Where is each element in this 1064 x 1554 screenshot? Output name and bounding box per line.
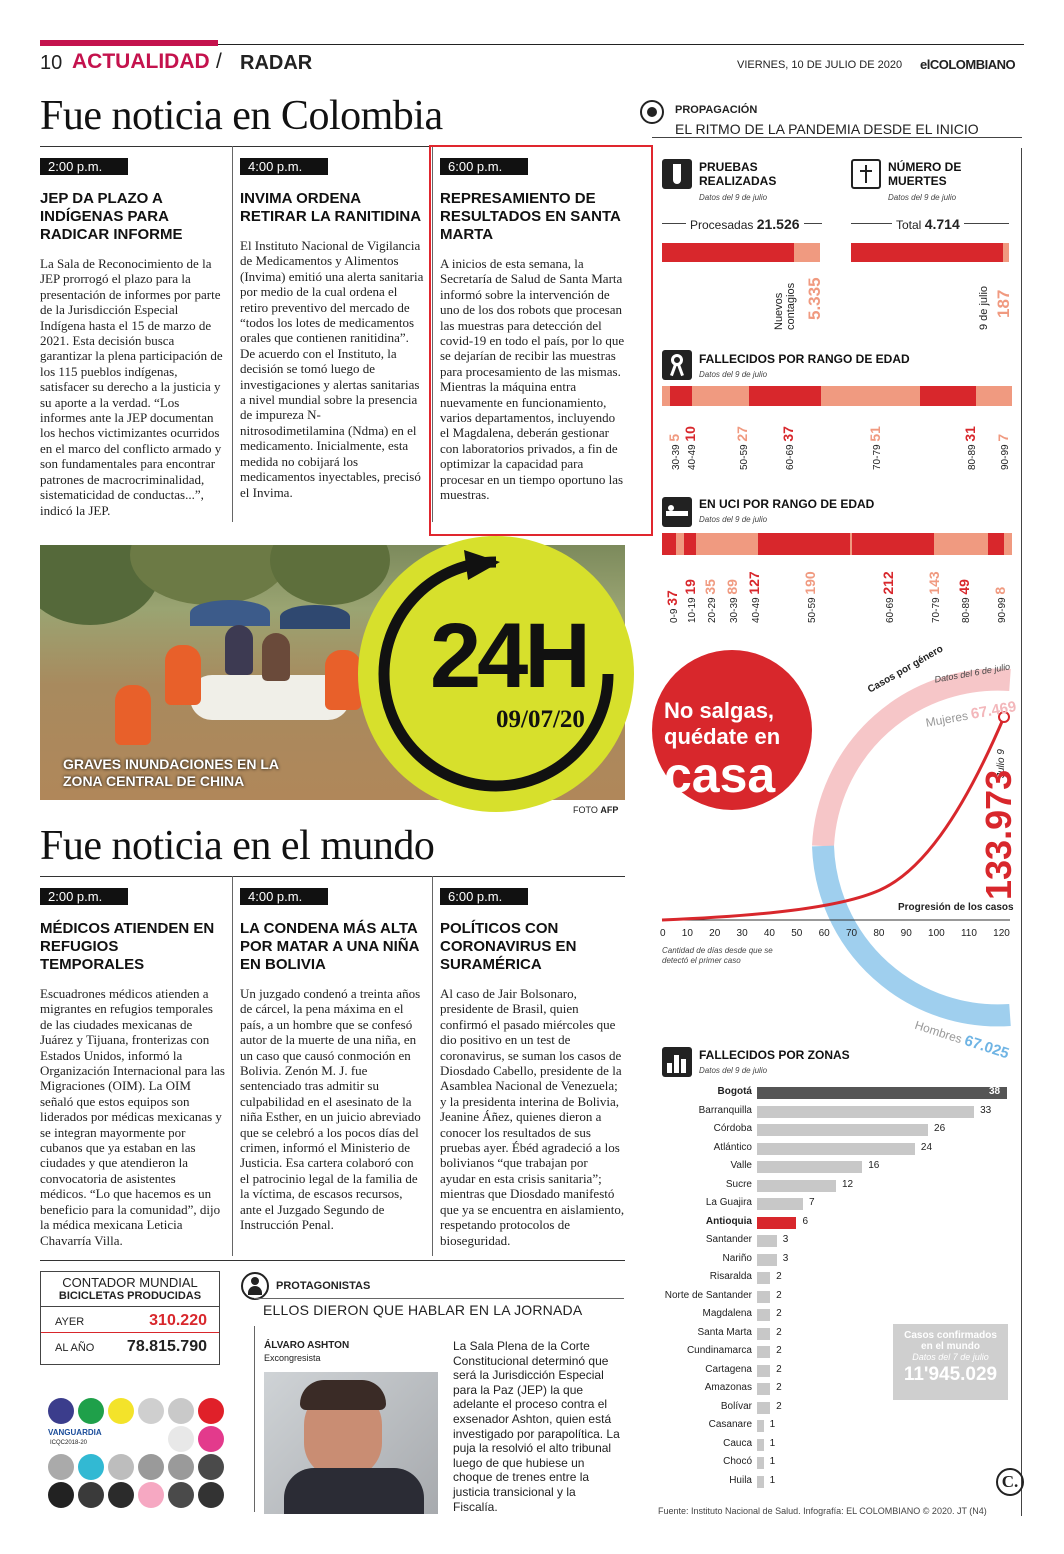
zona-value: 2 — [776, 1345, 782, 1356]
muertes-day-bar — [1003, 243, 1009, 262]
zona-label: Magdalena — [702, 1308, 752, 1319]
time-tag: 6:00 p.m. — [440, 888, 528, 905]
divider — [254, 1298, 624, 1299]
days-axis: 0 10 20 30 40 50 60 70 80 90 100 110 120 — [660, 928, 1010, 939]
photo-caption: GRAVES INUNDACIONES EN LA ZONA CENTRAL DE CHINA — [63, 756, 279, 789]
divider — [40, 876, 625, 877]
zona-value: 1 — [769, 1456, 776, 1467]
zona-label: Cundinamarca — [686, 1345, 752, 1356]
column-divider — [232, 146, 233, 522]
page-number: 10 — [40, 52, 63, 74]
uci-labels: 0-9 37 10-19 19 20-29 35 30-39 89 40-49 127 50-59 190 60-69 212 70-79 143 80-89 49 90-99 8 — [664, 571, 1008, 623]
person-name: ÁLVARO ASHTON — [264, 1340, 350, 1351]
total-cases: 133.973 — [978, 769, 1019, 900]
photo-credit: FOTO AFP — [573, 805, 619, 815]
zona-row — [652, 1103, 1012, 1122]
news-body: A inicios de esta semana, la Secretaría de Salud de Santa Marta informó sobre la intervención de uno de los dos robots que procesan las muestras para detección del covid-19 en todo el país, por lo que se dejarían de recibir las muestras para procesamiento de las mismas. Mientras la máquina entra nuevamente en funcionamiento, varios departamentos, incluyendo el Magdalena, deberán gestionar con laboratorios privados, a fin de optimizar la capacidad para procesar en un tiempo oportuno las muestras. — [440, 256, 625, 503]
bar-chart-icon — [662, 1047, 692, 1077]
uci-bar — [662, 533, 1012, 555]
uci-title: EN UCI POR RANGO DE EDAD — [699, 497, 875, 511]
zona-label: Córdoba — [713, 1123, 752, 1134]
news-headline: MÉDICOS ATIENDEN EN REFUGIOS TEMPORALES — [40, 920, 215, 973]
zona-label: La Guajira — [705, 1197, 752, 1208]
zona-bar — [757, 1420, 764, 1432]
section-name: ACTUALIDAD — [72, 50, 210, 73]
time-tag: 4:00 p.m. — [240, 158, 328, 175]
zona-value: 12 — [841, 1178, 854, 1190]
news-headline: REPRESAMIENTO DE RESULTADOS EN SANTA MARTA — [440, 190, 621, 243]
muertes-date: Datos del 9 de julio — [888, 193, 957, 202]
news-body: Un juzgado condenó a treinta años de cárcel, la pena máxima en el país, a un hombre que se confesó autor de la muerte de una niña, en un caso que causó conmoción en Bolivia. Zenón M. J. fue sentenciado tras admitir su culpabilidad en el asesinato de la niña Esther, en un juicio abreviado que se celebró a los pocos días del crimen, informó el Ministerio de Justicia. Esa cartera colaboró con el patrocinio legal de la familia de la víctima, de escasos recursos, ante el Juzgado Segundo de Instrucción Penal. — [240, 986, 421, 1233]
news-column — [40, 888, 225, 1248]
section-separator: / — [216, 50, 222, 73]
pruebas-title: PRUEBAS REALIZADAS — [699, 160, 777, 188]
news-column — [440, 888, 625, 1248]
news-body: Escuadrones médicos atienden a migrantes en refugios temporales de las ciudades mexicanas de Juárez y Tijuana, fronterizas con Estados Unidos, informó la Organización Internacional para las Migraciones (OIM). La OIM señaló que estos equipos son liderados por médicas mexicanas y se integran mayormente por cubanos que ya estaban en las ciudades y que atendieron la convocatoria de asistentes médicos. “Lo que hacemos es un beneficio para la comunidad”, dijo la médica mexicana Leticia Chavarría Villa. — [40, 986, 225, 1248]
procesadas-bar — [662, 243, 794, 262]
zona-label: Amazonas — [704, 1382, 752, 1393]
zona-row — [652, 1417, 1012, 1436]
zona-row — [652, 1473, 1012, 1492]
zona-bar — [757, 1309, 770, 1321]
zona-row — [652, 1121, 1012, 1140]
zona-label: Risaralda — [709, 1271, 752, 1282]
mundo-box: Casos confirmados en el mundo Datos del 7 de julio 11'945.029 — [893, 1324, 1008, 1400]
news-headline: POLÍTICOS CON CORONAVIRUS EN SURAMÉRICA — [440, 920, 577, 973]
person-role: Excongresista — [264, 1353, 321, 1363]
zona-value: 2 — [776, 1400, 782, 1412]
news-body: La Sala de Reconocimiento de la JEP prorrogó el plazo para la presentación de informes por parte de la Jurisdicción Especial Indígena hasta el 15 de marzo de 2021. Esta decisión busca garantizar la plena participación de los 115 pueblos indígenas, satisfacer su derecho a la justicia y su aporte a la verdad. “Los informes ante la JEP documentan los hechos victimizantes ocurridos en el marco del conflicto armado y son fundamentales para encontrar patrones de macrocriminalidad, sistematicidad de conductas...”, indicó la JEP. — [40, 256, 223, 518]
counter-label: AL AÑO — [55, 1342, 95, 1354]
nuevos-value: 5.335 — [805, 277, 824, 320]
counter-label: AYER — [55, 1316, 85, 1328]
zona-label: Huila — [729, 1474, 752, 1486]
zona-label: Santa Marta — [697, 1326, 752, 1338]
zona-bar — [757, 1254, 777, 1266]
zona-value: 1 — [769, 1437, 776, 1449]
zona-bar — [757, 1217, 796, 1229]
news-headline: LA CONDENA MÁS ALTA POR MATAR A UNA NIÑA EN BOLIVIA — [240, 920, 419, 973]
zona-value: 2 — [776, 1289, 782, 1301]
person-icon — [241, 1272, 269, 1300]
fallecidos-edad-date: Datos del 9 de julio — [699, 370, 768, 379]
zona-bar — [757, 1291, 770, 1303]
section-color-bar — [40, 40, 218, 46]
zona-label: Antioquia — [705, 1215, 752, 1227]
zona-label: Atlántico — [713, 1141, 752, 1153]
zona-bar — [757, 1161, 862, 1173]
24h-badge — [358, 536, 634, 812]
print-color-bar — [44, 1396, 220, 1514]
zona-label: Valle — [730, 1160, 752, 1171]
axis-note: Cantidad de días desde que se detectó el primer caso — [662, 946, 773, 965]
bike-counter — [40, 1271, 220, 1365]
zona-row — [652, 1140, 1012, 1159]
zona-row — [652, 1195, 1012, 1214]
badge-date: 09/07/20 — [496, 706, 585, 733]
zona-label: Santander — [705, 1234, 752, 1245]
bed-icon — [662, 497, 692, 527]
column-divider — [432, 876, 433, 1256]
genero-label: Casos por género — [866, 643, 946, 696]
protagonistas-text: La Sala Plena de la Corte Constitucional determinó que será la Jurisdicción Especial para la Paz (JEP) la que adelante el proceso contra el exsenador Ashton, quien está investigado por parapolítica. La puja la resolvió el alto tribunal luego de que hubiese un choque de trenes entre la justicia transicional y la Fiscalía. — [453, 1339, 620, 1514]
zona-label: Nariño — [722, 1252, 752, 1264]
zona-bar — [757, 1476, 764, 1488]
zona-bar — [757, 1328, 770, 1340]
source-note: Fuente: Instituto Nacional de Salud. Infografía: EL COLOMBIANO © 2020. JT (N4) — [658, 1506, 987, 1516]
zona-value: 7 — [809, 1197, 815, 1208]
fallecidos-edad-bar — [662, 386, 1012, 406]
zona-row — [652, 1177, 1012, 1196]
procesadas-label: Procesadas 21.526 — [686, 216, 804, 232]
zona-value: 6 — [802, 1215, 809, 1227]
zona-row — [652, 1214, 1012, 1233]
colorbar-logo: VANGUARDIA — [48, 1428, 102, 1437]
zona-value: 2 — [776, 1271, 782, 1282]
zona-value: 1 — [769, 1474, 776, 1486]
zona-row — [652, 1306, 1012, 1325]
zona-label: Cauca — [723, 1437, 752, 1449]
genero-note: Datos del 6 de julio — [933, 661, 1011, 685]
counter-value: 310.220 — [149, 1312, 207, 1329]
zona-bar — [757, 1439, 764, 1451]
zona-bar — [757, 1180, 836, 1192]
zona-row — [652, 1399, 1012, 1418]
test-tube-icon — [662, 159, 692, 189]
zona-value: 2 — [776, 1326, 782, 1338]
total-label: Total 4.714 — [892, 216, 964, 232]
zona-row — [652, 1269, 1012, 1288]
edition-date: VIERNES, 10 DE JULIO DE 2020 — [737, 59, 903, 71]
zona-bar — [757, 1106, 974, 1118]
divider — [652, 137, 1022, 138]
zona-bar — [757, 1143, 915, 1155]
zona-bar — [757, 1198, 803, 1210]
column-divider — [232, 876, 233, 1256]
zona-value: 1 — [769, 1419, 776, 1430]
infographic-title: EL RITMO DE LA PANDEMIA DESDE EL INICIO — [675, 121, 979, 137]
zona-value: 2 — [776, 1363, 782, 1375]
zona-bar — [757, 1124, 928, 1136]
zona-row — [652, 1158, 1012, 1177]
protagonistas-title: ELLOS DIERON QUE HABLAR EN LA JORNADA — [263, 1302, 583, 1318]
zona-label: Sucre — [725, 1178, 752, 1190]
zona-label: Bolívar — [720, 1400, 752, 1412]
day-value: 187 — [994, 289, 1013, 318]
zonas-title: FALLECIDOS POR ZONAS — [699, 1048, 850, 1062]
zona-bar — [757, 1365, 770, 1377]
zona-label: Norte de Santander — [664, 1289, 752, 1301]
colombia-title: Fue noticia en Colombia — [40, 93, 443, 139]
time-tag: 6:00 p.m. — [440, 158, 528, 175]
fallecidos-edad-title: FALLECIDOS POR RANGO DE EDAD — [699, 352, 910, 366]
colorbar-code: ICQC2018-20 — [50, 1440, 88, 1446]
pruebas-date: Datos del 9 de julio — [699, 193, 768, 202]
divider — [254, 1326, 255, 1512]
zonas-bar-chart — [652, 1084, 1012, 1492]
time-tag: 2:00 p.m. — [40, 158, 128, 175]
zona-value: 3 — [782, 1252, 789, 1264]
julio-label: Julio 9 — [996, 749, 1007, 778]
day-label: 9 de julio — [978, 285, 990, 330]
infographic-label: PROPAGACIÓN — [675, 104, 758, 116]
nuevos-label: Nuevos contagios — [773, 282, 797, 330]
zona-bar — [757, 1457, 764, 1469]
zona-bar — [757, 1087, 1007, 1099]
colombiano-logo: C. — [996, 1468, 1024, 1496]
subsection-name: RADAR — [240, 52, 313, 74]
protagonistas-label: PROTAGONISTAS — [276, 1280, 371, 1292]
virus-icon — [640, 100, 664, 124]
zonas-date: Datos del 9 de julio — [699, 1066, 768, 1075]
news-column — [40, 158, 225, 518]
news-column — [240, 888, 425, 1233]
zona-row — [652, 1436, 1012, 1455]
highlight-frame — [429, 145, 653, 536]
zona-value: 38 — [989, 1086, 1001, 1097]
divider — [40, 1260, 625, 1261]
zona-value: 26 — [934, 1123, 946, 1134]
zona-value: 33 — [980, 1104, 992, 1116]
casa-circle: No salgas, quédate en casa — [652, 650, 812, 810]
news-headline: JEP DA PLAZO A INDÍGENAS PARA RADICAR INFORME — [40, 190, 183, 243]
infographic-border — [1021, 148, 1022, 1516]
zona-value: 16 — [868, 1160, 880, 1171]
time-tag: 4:00 p.m. — [240, 888, 328, 905]
zona-label: Bogotá — [717, 1086, 752, 1097]
muertes-title: NÚMERO DE MUERTES — [888, 160, 962, 188]
zona-value: 2 — [776, 1308, 782, 1319]
zona-row — [652, 1232, 1012, 1251]
zona-label: Barranquilla — [698, 1104, 752, 1116]
zona-value: 3 — [782, 1234, 789, 1245]
zona-label: Chocó — [723, 1456, 752, 1467]
zona-label: Casanare — [708, 1419, 752, 1430]
badge-24h: 24H — [430, 605, 587, 707]
zona-bar — [757, 1383, 770, 1395]
news-headline: INVIMA ORDENA RETIRAR LA RANITIDINA — [240, 190, 422, 225]
counter-value: 78.815.790 — [126, 1338, 207, 1355]
zona-row — [652, 1084, 1012, 1103]
coffin-icon — [851, 159, 881, 189]
mujeres-label: Mujeres 67.469 — [924, 698, 1018, 730]
zona-bar — [757, 1272, 770, 1284]
zona-row — [652, 1288, 1012, 1307]
muertes-bar — [851, 243, 1003, 262]
zona-bar — [757, 1235, 777, 1247]
mundo-title: Fue noticia en el mundo — [40, 823, 435, 869]
news-body: Al caso de Jair Bolsonaro, presidente de Brasil, quien confirmó el pasado miércoles que dio positivo en un test de coronavirus, se suman los casos de Diosdado Cabello, presidente de la Asamblea Nacional de Venezuela; y la presidenta interina de Bolivia, Jeanine Áñez, quienes dieron a conocer los resultados de sus pruebas ayer. Ébéd agradeció a los bolivianos “que trabajan por ayudar en esta crisis sanitaria”; mientras que Diosdado manifestó que ya se encuentra en aislamiento, respetando protocolos de bioseguridad. — [440, 986, 625, 1248]
uci-date: Datos del 9 de julio — [699, 515, 768, 524]
counter-subtitle: BICICLETAS PRODUCIDAS — [58, 1290, 202, 1302]
news-body: El Instituto Nacional de Vigilancia de Medicamentos y Alimentos (Invima) emitió una alerta sanitaria por medio de la cual ordena el retiro preventivo del mercado de “todos los lotes de medicamentos orales que contienen ranitidina”. De acuerdo con el Instituto, la decisión se tomó luego de investigaciones y alertas sanitarias a nivel mundial sobre la presencia de impureza N-nitrosodimetilamina (Ndma) en el medicamento. Inicialmente, esta medida no cobijará los medicamentos inyectables, precisó el Invima. — [240, 238, 424, 500]
ribbon-icon — [662, 350, 692, 380]
fallecidos-edad-labels: 30-39 5 40-49 10 50-59 27 60-69 37 70-79 51 80-89 31 90-99 7 — [666, 426, 1011, 470]
news-column — [240, 158, 425, 500]
zona-bar — [757, 1346, 770, 1358]
zona-value: 2 — [776, 1382, 782, 1393]
masthead-logo: elCOLOMBIANO — [920, 57, 1016, 72]
zona-row — [652, 1251, 1012, 1270]
nuevos-bar — [794, 243, 820, 262]
zona-value: 24 — [920, 1141, 933, 1153]
zona-bar — [757, 1402, 770, 1414]
progresion-label: Progresión de los casos — [898, 902, 1014, 913]
zona-row — [652, 1454, 1012, 1473]
time-tag: 2:00 p.m. — [40, 888, 128, 905]
counter-title: CONTADOR MUNDIAL — [62, 1275, 198, 1290]
zona-label: Cartagena — [705, 1363, 752, 1375]
hombres-label: Hombres 67.025 — [913, 1017, 1012, 1063]
person-photo — [264, 1372, 438, 1514]
